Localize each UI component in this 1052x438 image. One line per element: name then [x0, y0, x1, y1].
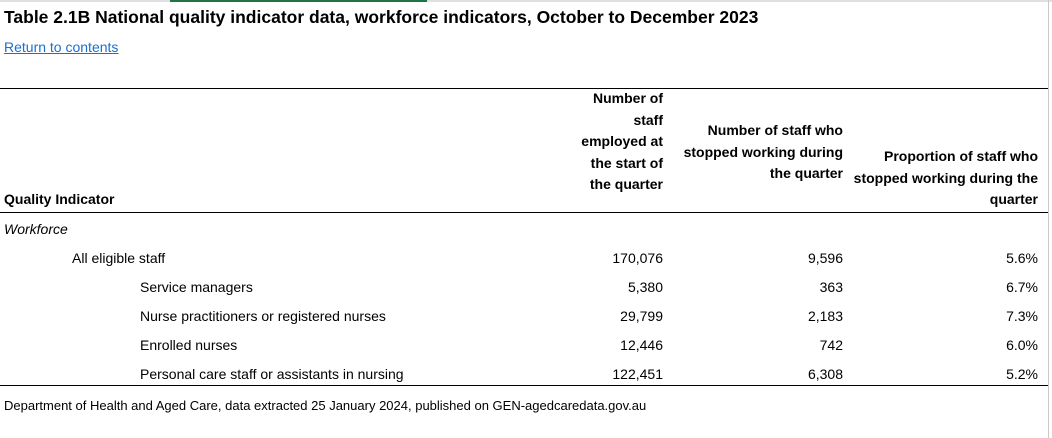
row-label: Nurse practitioners or registered nurses — [140, 308, 386, 324]
staff-stopped-value: 363 — [819, 279, 843, 295]
staff-stopped-value: 2,183 — [807, 308, 843, 324]
proportion-value: 6.7% — [1006, 279, 1038, 295]
staff-stopped-value: 742 — [819, 337, 843, 353]
proportion-value: 7.3% — [1006, 308, 1038, 324]
page-title: Table 2.1B National quality indicator data, workforce indicators, October to December 2023 — [4, 7, 759, 27]
staff-stopped-value: 9,596 — [807, 250, 843, 266]
gridline — [1048, 0, 1049, 438]
header-staff-stopped: Number of staff who stopped working during the quarter — [683, 122, 843, 181]
source-note: Department of Health and Aged Care, data extracted 25 January 2024, published on GEN-agedcaredata.gov.au — [4, 398, 647, 413]
proportion-value: 5.6% — [1006, 250, 1038, 266]
header-top-border — [0, 88, 1048, 89]
staff-employed-value: 170,076 — [612, 250, 663, 266]
column-header-strip — [0, 0, 1052, 2]
row-label: Personal care staff or assistants in nursing — [140, 366, 404, 382]
section-workforce: Workforce — [4, 221, 68, 237]
proportion-value: 6.0% — [1006, 337, 1038, 353]
row-label: All eligible staff — [72, 250, 166, 266]
header-proportion-stopped: Proportion of staff who stopped working during the quarter — [853, 148, 1038, 207]
header-staff-employed: Number of staff employed at the start of the quarter — [581, 90, 663, 192]
selected-column-indicator — [170, 0, 427, 2]
staff-employed-value: 5,380 — [627, 279, 663, 295]
staff-employed-value: 12,446 — [620, 337, 663, 353]
table-bottom-border — [0, 385, 1048, 386]
header-bottom-border — [0, 212, 1048, 213]
row-label: Enrolled nurses — [140, 337, 238, 353]
proportion-value: 5.2% — [1006, 366, 1038, 382]
staff-employed-value: 29,799 — [620, 308, 663, 324]
staff-stopped-value: 6,308 — [807, 366, 843, 382]
header-quality-indicator: Quality Indicator — [4, 191, 115, 207]
staff-employed-value: 122,451 — [612, 366, 663, 382]
return-to-contents-link[interactable]: Return to contents — [4, 39, 119, 55]
row-label: Service managers — [140, 279, 253, 295]
